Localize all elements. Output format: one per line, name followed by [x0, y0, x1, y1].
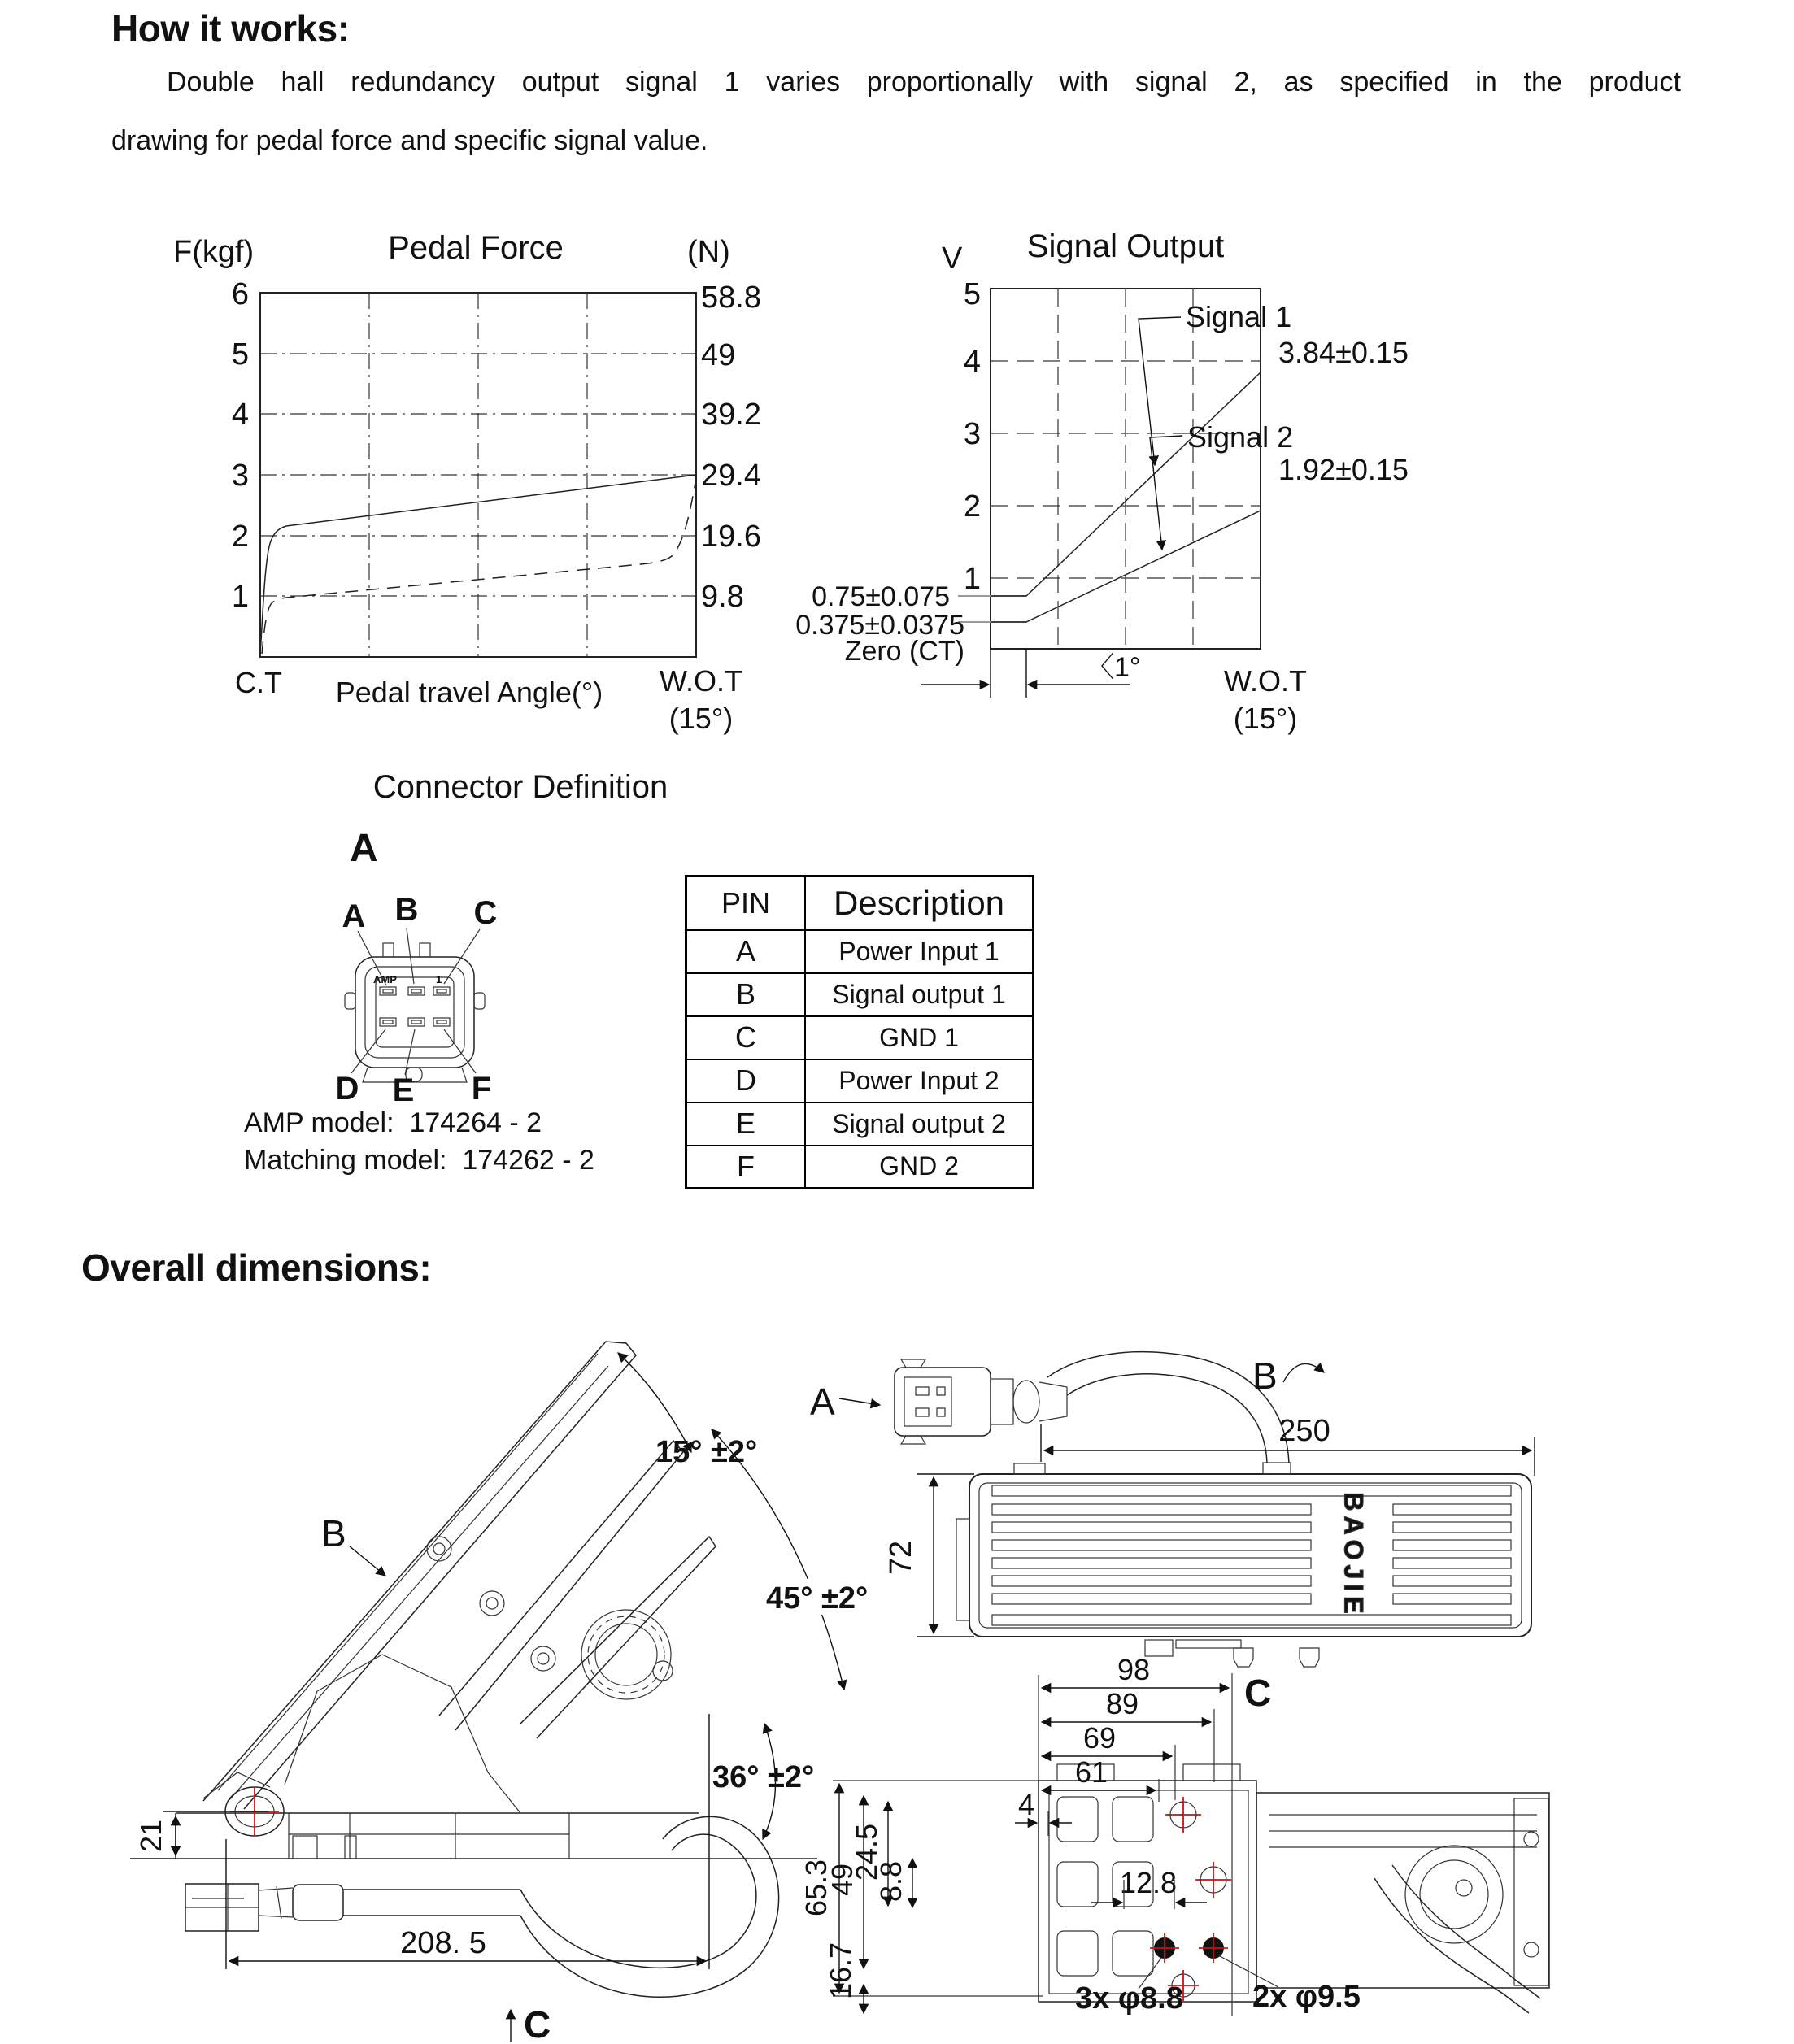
view-label-a: A — [810, 1381, 835, 1423]
dim-4: 4 — [1017, 1788, 1035, 1821]
tick-5: 5 — [231, 337, 249, 372]
pin-label-c: C — [473, 895, 498, 931]
dim-24-5: 24.5 — [850, 1823, 883, 1881]
connector-pins — [380, 987, 450, 1026]
table-header-description: Description — [805, 876, 1034, 930]
tick-58-8: 58.8 — [701, 281, 761, 315]
dim-69: 69 — [1082, 1721, 1117, 1755]
pedal-pad-outline — [969, 1474, 1531, 1637]
dim-8-8: 8.8 — [874, 1860, 908, 1903]
tick-2: 2 — [231, 520, 249, 554]
pin-d: D — [686, 1059, 806, 1102]
pedal-x-label: Pedal travel Angle(°) — [335, 676, 603, 709]
tick-49: 49 — [701, 338, 736, 372]
pin-e-description: Signal output 2 — [805, 1102, 1034, 1146]
dim-89: 89 — [1105, 1687, 1139, 1720]
connector-cavity — [376, 977, 454, 1047]
pedal-chart-title: Pedal Force — [388, 230, 564, 266]
tick-v1: 1 — [963, 562, 981, 596]
pedal-force-release-curve — [262, 478, 696, 654]
pedal-x-start: C.T — [235, 666, 282, 699]
dim-72-extensions — [917, 1474, 974, 1637]
signal-2-end-value: 1.92±0.15 — [1278, 453, 1409, 486]
bottom-vertical-dims — [799, 1781, 1043, 2013]
signal-1-leader-arrow — [1139, 317, 1181, 465]
top-view-drawing — [884, 1352, 1535, 1667]
dim-21: 21 — [134, 1819, 168, 1853]
section-title-overall-dimensions: Overall dimensions: — [81, 1246, 432, 1289]
connector-drawing — [336, 892, 498, 1108]
signal-ticks — [964, 277, 981, 596]
matching-model-text: Matching model: 174262 - 2 — [244, 1145, 594, 1176]
signal-2-leader-arrow — [1150, 436, 1182, 550]
connector-pin-leaders — [351, 928, 480, 1075]
bottom-body-outline — [1039, 1764, 1549, 2013]
pedal-y-left-label: F(kgf) — [173, 235, 255, 269]
signal-1-label: Signal 1 — [1186, 300, 1292, 333]
dim-208-5: 208. 5 — [400, 1926, 486, 1960]
tick-1: 1 — [231, 580, 249, 614]
pin-a: A — [686, 930, 806, 973]
tick-4: 4 — [231, 398, 249, 432]
tick-v2: 2 — [963, 489, 981, 524]
pin-e: E — [686, 1102, 806, 1146]
tick-v3: 3 — [963, 417, 981, 451]
pin-f-description: GND 2 — [805, 1146, 1034, 1189]
pedal-pad-inner — [979, 1483, 1522, 1628]
pedal-right-ticks — [701, 281, 761, 614]
pedal-x-end: W.O.T — [660, 664, 742, 698]
pin-b-description: Signal output 1 — [805, 973, 1034, 1016]
connector-bottom-skirt — [363, 1068, 467, 1082]
dim-72: 72 — [884, 1540, 918, 1576]
dim-61: 61 — [1074, 1755, 1108, 1789]
pad-ribs — [992, 1485, 1511, 1625]
pad-top-tab — [1014, 1463, 1045, 1474]
section-arrow-c-side: C — [524, 2003, 551, 2044]
signal-chart-title: Signal Output — [1026, 228, 1225, 264]
bottom-view-drawing — [799, 1653, 1549, 2016]
view-label-b-top: B — [1252, 1355, 1278, 1397]
amp-model-text: AMP model: 174264 - 2 — [244, 1107, 542, 1138]
brand-text-baojie: BAOJIE — [1339, 1492, 1369, 1619]
signal-chart-gridlines — [991, 289, 1261, 649]
signal-dead-zone-label: 〈1° — [1086, 652, 1141, 683]
section-title-how-it-works: How it works: — [111, 7, 350, 50]
dim-65-3: 65.3 — [799, 1859, 833, 1917]
dim-98: 98 — [1117, 1653, 1151, 1686]
signal-zero-label: Zero (CT) — [844, 636, 964, 667]
pedal-arm-lines — [203, 1342, 716, 1813]
signal-x-end-note: (15°) — [1233, 702, 1298, 735]
pedal-force-chart — [173, 230, 761, 735]
bottom-horizontal-dims — [1015, 1653, 1229, 1836]
dim-12-8: 12.8 — [1119, 1866, 1178, 1899]
tick-v5: 5 — [963, 277, 981, 311]
pin-d-description: Power Input 2 — [805, 1059, 1034, 1102]
signal-2-label: Signal 2 — [1187, 420, 1294, 454]
tick-39-2: 39.2 — [701, 398, 761, 432]
pin-c-description: GND 1 — [805, 1016, 1034, 1059]
dead-zone-extension-lines — [991, 649, 1026, 698]
tick-9-8: 9.8 — [701, 580, 744, 614]
dim-16-7: 16.7 — [824, 1942, 857, 2000]
connector-ear-right — [474, 993, 485, 1009]
cable-boss — [1263, 1463, 1291, 1474]
dim-angle-15: 15° ±2° — [655, 1435, 758, 1469]
connector-pin-labels — [336, 892, 498, 1108]
view-b-curved-arrow — [1283, 1363, 1324, 1382]
dim-49: 49 — [825, 1863, 859, 1897]
pin-b: B — [686, 973, 806, 1016]
section-label-c-bottom: C — [1244, 1672, 1272, 1714]
side-view-drawing — [130, 1342, 880, 2044]
pin-label-f: F — [471, 1071, 492, 1107]
paragraph-line-2: drawing for pedal force and specific signal value. — [111, 125, 708, 156]
connector-top-tab-left — [383, 943, 394, 957]
holes-3x-8-8-label: 3x φ8.8 — [1075, 1981, 1183, 2016]
connector-amp-mark: AMP — [373, 973, 397, 985]
tick-3: 3 — [231, 459, 249, 493]
signal-2-start-value: 0.375±0.0375 — [795, 610, 964, 641]
signal-start-step-lines — [958, 596, 1026, 622]
connector-top-tab-right — [420, 943, 430, 957]
pin-label-a: A — [342, 898, 366, 934]
tick-29-4: 29.4 — [701, 459, 761, 493]
signal-output-chart — [795, 228, 1409, 735]
pin-c: C — [686, 1016, 806, 1059]
connector-pin1-mark: 1 — [436, 973, 442, 985]
pedal-x-end-note: (15°) — [668, 702, 734, 735]
signal-x-end: W.O.T — [1224, 664, 1307, 698]
pin-label-d: D — [335, 1071, 359, 1107]
pedal-left-ticks — [232, 277, 249, 614]
pedal-chart-gridlines — [260, 293, 696, 657]
pin-label-b: B — [394, 892, 419, 928]
connector-ear-left — [345, 993, 355, 1009]
pedal-y-right-label: (N) — [687, 235, 730, 269]
pad-side-tab — [956, 1519, 969, 1620]
dim-angle-36: 36° ±2° — [712, 1760, 815, 1794]
dim-12-8-group — [1091, 1866, 1207, 1909]
pin-label-e: E — [392, 1072, 415, 1108]
dim-angle-45: 45° ±2° — [766, 1581, 869, 1616]
connector-definition-title: Connector Definition — [372, 769, 668, 805]
dim-250: 250 — [1278, 1414, 1330, 1448]
arm-bolts — [427, 1537, 555, 1671]
tick-v4: 4 — [963, 345, 981, 379]
tick-6: 6 — [231, 277, 249, 311]
signal-1-end-value: 3.84±0.15 — [1278, 336, 1409, 369]
view-label-b-side: B — [321, 1512, 346, 1555]
side-cable-and-plug — [185, 1816, 779, 1997]
pin-a-description: Power Input 1 — [805, 930, 1034, 973]
pad-bottom-bosses — [1145, 1640, 1319, 1667]
cam-wheel — [581, 1610, 673, 1699]
connector-view-label-a: A — [350, 827, 378, 870]
holes-2x-9-5-label: 2x φ9.5 — [1252, 1980, 1361, 2014]
paragraph-line-1: Double hall redundancy output signal 1 varies proportionally with signal 2, as specified in the product — [167, 67, 1681, 98]
pin-f: F — [686, 1146, 806, 1189]
holes-2x-leader — [1220, 1956, 1278, 1987]
table-header-pin: PIN — [686, 876, 806, 930]
tick-19-6: 19.6 — [701, 520, 761, 554]
signal-y-label: V — [942, 241, 963, 276]
signal-1-start-value: 0.75±0.075 — [812, 581, 950, 612]
